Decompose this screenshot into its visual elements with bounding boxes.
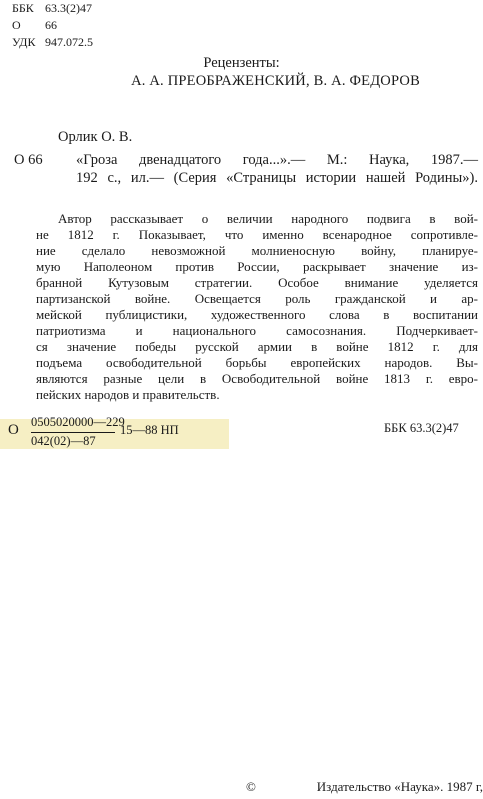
abstract-line: ся значение победы русской армии в войне 1812 г. для [36,339,478,354]
abstract-line: пейских народов и правительств. [36,387,220,402]
bbk-code-row [12,0,93,17]
abstract-line: не 1812 г. Показывает, что именно всенародное сопротивле- [36,227,478,242]
abstract-line: мейской публицистики, художественного слова в воспитании [36,307,478,322]
stamp-fraction-bar [31,432,115,433]
entry-code: О 66 [14,152,43,168]
reviewers-heading: Рецензенты: [203,55,280,71]
bbk-value: 63.3(2)47 [45,1,92,15]
udk-code-row [12,34,93,51]
o-label: О [12,18,21,32]
classification-block [12,0,93,51]
stamp-letter: О [8,422,19,438]
abstract-line: подъема освободительной борьбы европейских народов. Вы- [36,355,478,370]
title-line-1: «Гроза двенадцатого года...».— М.: Наука, 1987.— [76,152,478,168]
udk-value: 947.072.5 [45,35,93,49]
abstract-line: бранной Кутузовым стратегии. Особое внимание уделяется [36,275,478,290]
stamp-denominator: 042(02)—87 [31,434,96,448]
bbk-label: ББК [12,1,34,15]
o-code-row [12,17,93,34]
reviewers-names: А. А. ПРЕОБРАЖЕНСКИЙ, В. А. ФЕДОРОВ [131,73,420,89]
stamp-numerator: 0505020000—229 [31,415,125,429]
o-value: 66 [45,18,57,32]
author-name: Орлик О. В. [58,129,133,145]
abstract-line: Автор рассказывает о величии народного подвига в вой- [58,211,478,226]
copyright-text: Издательство «Наука». 1987 г, [316,779,483,794]
abstract-line: ние сделало невозможной молниеносную войну, планируе- [36,243,478,258]
bbk-index-right: ББК 63.3(2)47 [384,421,459,435]
copyright-icon: © [246,779,256,794]
abstract-paragraph [36,211,478,403]
udk-label: УДК [12,35,36,49]
abstract-line: патриотизма и национального самосознания. Подчеркивает- [36,323,478,338]
title-line-2: 192 с., ил.— (Серия «Страницы истории нашей Родины»). [76,170,478,186]
abstract-line: мую Наполеоном против России, раскрывает значение из- [36,259,478,274]
abstract-line: являются разные цели в Освободительной войне 1813 г. евро- [36,371,478,386]
abstract-line: партизанской войне. Освещается роль гражданской и ар- [36,291,478,306]
stamp-tail: 15—88 НП [120,423,179,437]
